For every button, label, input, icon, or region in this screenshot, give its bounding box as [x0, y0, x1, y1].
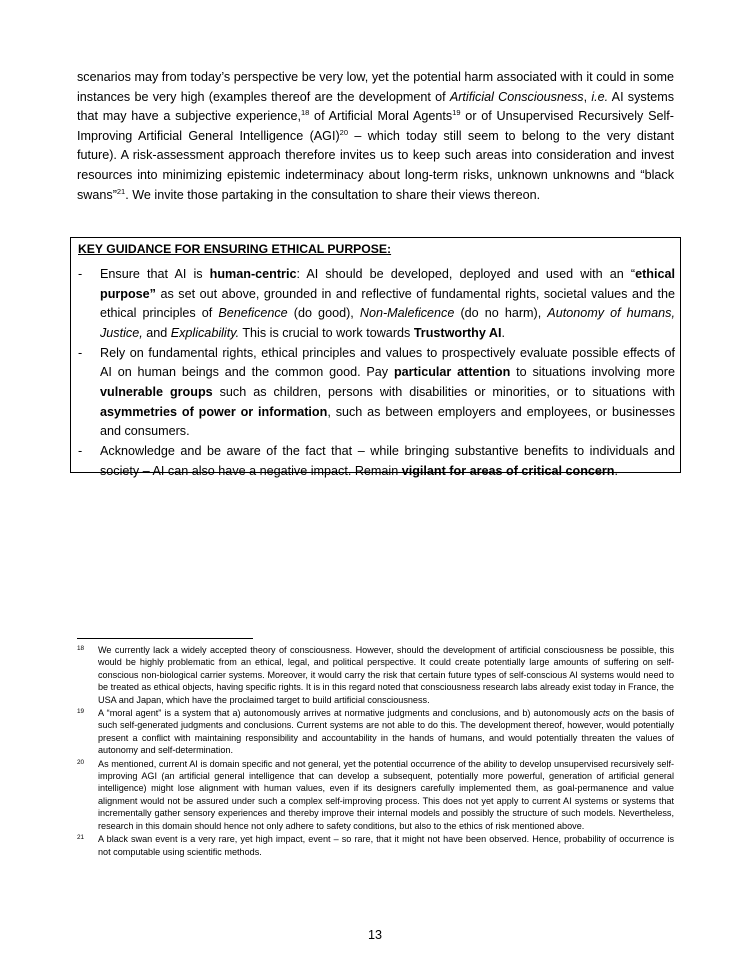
key-guidance-box [70, 237, 681, 478]
footnote-text: A “moral agent” is a system that a) autonomously arrives at normative judgments and conclusions, and b) autonomously [98, 708, 594, 719]
guidance-text: such as children, persons with disabilities or minorities, or to situations with [212, 385, 675, 400]
guidance-text: to situations involving more [510, 365, 676, 380]
footnote-18 [77, 644, 674, 706]
body-text: . We invite those partaking in the consultation to share their views thereon. [125, 187, 541, 202]
guidance-italic: Beneficence [218, 306, 288, 321]
guidance-italic: Non-Maleficence [359, 306, 455, 321]
guidance-text: Acknowledge and be aware of the fact that – while bringing substantive benefits to individuals and society – AI can also have a negative impact. Remain [100, 444, 675, 478]
guidance-text: Rely on fundamental rights, ethical principles and values to prospectively evaluate possible effects of AI on human beings and the common good. Pay [100, 345, 675, 380]
footnote-text: As mentioned, current AI is domain specific and not general, yet the potential occurrence of the ability to develop unsupervised recursively self-improving AGI (an artificial general intelligence that can develop a subsequent, potentially more powerful, generation of artificial general intelligence) might lose alignment with human values, even if its designers carefully implemented them, as goal-permanence and value alignment would not be assured under such a complex self-improving process. This does not yet apply to current AI systems or systems that incrementally gather sensory experiences and thereby improve their internal models and possibly the structure of such models. Nevertheless, research in this domain should hence not only adhere to safety conditions, but also to the ethics of risk mentioned above. [98, 758, 674, 831]
footnote-21 [77, 833, 674, 858]
body-paragraph [77, 68, 674, 205]
footnote-ref-18[interactable]: 18 [300, 108, 310, 117]
footnote-ref-19[interactable]: 19 [452, 108, 461, 117]
guidance-text: as set out above, grounded in and reflective of fundamental rights, societal values and the ethical principles of [100, 286, 675, 321]
footnote-italic: acts [593, 708, 610, 719]
key-guidance-title: KEY GUIDANCE FOR ENSURING ETHICAL PURPOSE: [78, 242, 392, 256]
guidance-bold: ethical purpose” [100, 267, 675, 301]
footnotes [77, 644, 674, 859]
footnote-text: A black swan event is a very rare, yet high impact, event – so rare, that it might not have been observed. Hence, probability of occurrence is not computable using scientific methods. [98, 834, 674, 857]
guidance-bold: asymmetries of power or information [100, 404, 328, 419]
body-text: , [583, 89, 592, 104]
guidance-bold: vigilant for areas of critical concern [401, 463, 615, 478]
footnote-number: 18 [77, 645, 85, 652]
guidance-text: and [142, 325, 171, 340]
guidance-text: This is crucial to work towards [239, 325, 414, 340]
body-italic-ie: i.e. [591, 89, 609, 104]
guidance-bold: particular attention [393, 365, 511, 380]
guidance-text: . [501, 325, 506, 340]
body-text: – which today still seem to belong to the very distant future). A risk-assessment approach therefore invites us to keep such areas into consideration and invest resources into minimizing epistemic indeterminacy about long-term risks, unknown unknowns and “black swans” [77, 128, 674, 202]
guidance-bold: vulnerable groups [100, 385, 213, 400]
guidance-text: . [614, 463, 618, 478]
guidance-text: (do no harm), [454, 306, 548, 321]
guidance-bold: human-centric [209, 267, 297, 281]
footnote-20 [77, 758, 674, 832]
body-text: scenarios may from today’s perspective be very low, yet the potential harm associated with it could in some instances be very high (examples thereof are the development of [77, 70, 674, 104]
footnote-text: on the basis of such self-generated judgments and conclusions. Current systems are not able to do this. The development thereof, however, would potentially present a conflict with maintaining responsibility and accountability in the hands of humans, and would potentially threaten the values of autonomy and self-determination. [98, 708, 674, 756]
guidance-italic: Explicability. [170, 325, 240, 340]
dash-bullet: - [78, 345, 83, 360]
footnote-number: 20 [77, 758, 85, 766]
footnote-number: 21 [77, 834, 85, 842]
page-number: 13 [367, 928, 382, 942]
body-text: of Artificial Moral Agents [309, 109, 453, 124]
guidance-italic: Autonomy of humans, Justice, [100, 306, 675, 340]
dash-bullet: - [78, 444, 83, 459]
guidance-text: : AI should be developed, deployed and used with an “ [296, 267, 636, 281]
body-text: AI systems that may have a subjective experience, [77, 89, 674, 124]
guidance-bold: Trustworthy AI [413, 325, 502, 340]
guidance-text: (do good), [287, 306, 360, 321]
guidance-item-fundamental-rights [78, 344, 675, 442]
guidance-text: Ensure that AI is [100, 267, 210, 281]
dash-bullet: - [78, 267, 83, 281]
footnote-number: 19 [77, 708, 85, 716]
body-italic-artificial-consciousness: Artificial Consciousness [449, 89, 584, 104]
footnote-ref-20[interactable]: 20 [339, 127, 348, 137]
body-text: or of Unsupervised Recursively Self-Improving Artificial General Intelligence (AGI) [77, 109, 674, 143]
guidance-item-negative-impact [78, 442, 675, 481]
footnote-separator [77, 638, 253, 639]
guidance-item-human-centric [78, 265, 675, 343]
footnote-text: We currently lack a widely accepted theory of consciousness. However, should the development of artificial consciousness be possible, this would be highly problematic from an ethical, legal, and political perspective. It could create potentially large amounts of suffering on self-conscious non-biological carrier systems. Moreover, it would carry the risk that certain future types of self-conscious AI systems would need to be treated as ethical objects, having specific rights. It is in this regard noted that consciousness research labs already exist today in France, the USA and Japan, which have the proclaimed target to build artificial consciousness. [98, 645, 674, 705]
footnote-ref-21[interactable]: 21 [116, 186, 126, 196]
key-guidance-list [78, 265, 675, 482]
guidance-text: , such as between employers and employees, or businesses and consumers. [100, 404, 676, 439]
footnote-19 [77, 707, 674, 757]
